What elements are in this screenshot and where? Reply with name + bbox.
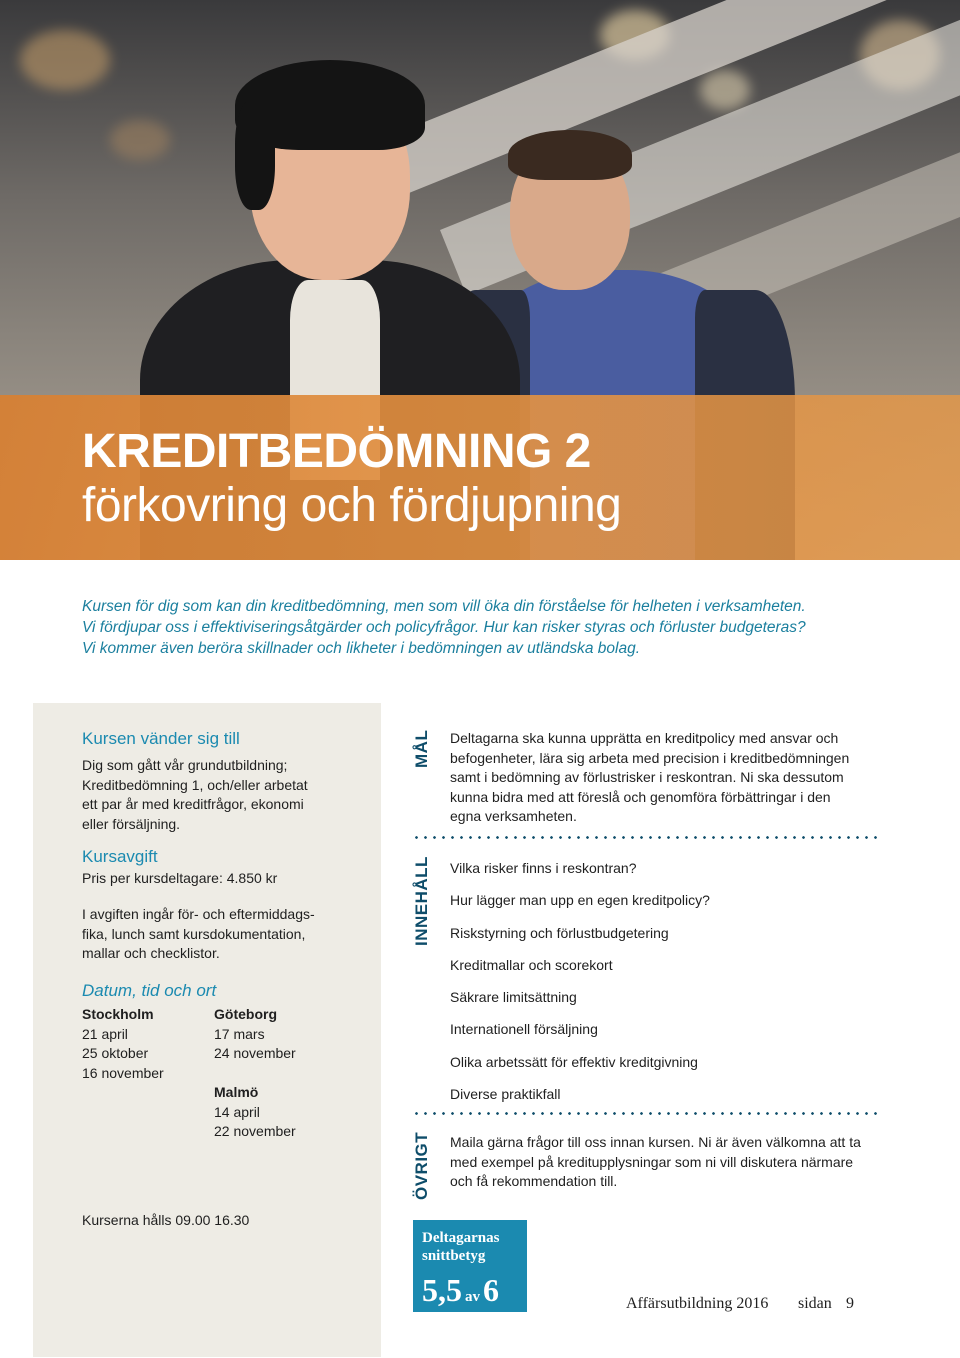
course-info-box	[33, 703, 381, 1357]
list-item: Riskstyrning och förlustbudgetering	[450, 924, 669, 941]
other-text	[450, 1133, 880, 1192]
dotted-divider	[412, 1112, 882, 1115]
publication-name: Affärsutbildning 2016	[626, 1295, 769, 1312]
date: 22 november	[214, 1123, 296, 1139]
page-label: sidan	[798, 1295, 832, 1312]
fee-includes	[82, 905, 315, 964]
list-item: Kreditmallar och scorekort	[450, 956, 613, 973]
fee-price: Pris per kursdeltagare: 4.850 kr	[82, 870, 278, 886]
rating-badge	[413, 1220, 527, 1312]
rating-score	[422, 1272, 499, 1309]
rating-label-line: snittbetyg	[422, 1248, 486, 1264]
page-subtitle: förkovring och fördjupning	[82, 479, 622, 532]
goal-line: befogenheter, lära sig arbeta med precision i kreditbedömningen	[450, 749, 850, 766]
rating-label-line: Deltagarnas	[422, 1230, 500, 1246]
fee-line: fika, lunch samt kursdokumentation,	[82, 925, 306, 942]
city-name: Göteborg	[214, 1006, 277, 1022]
goal-line: egna verksamheten.	[450, 808, 577, 824]
intro-line: Vi fördjupar oss i effektiviseringsåtgärder och policyfrågor. Hur kan risker styras och förluster budgeteras?	[82, 619, 806, 636]
city-name: Stockholm	[82, 1006, 154, 1022]
goteborg-dates	[214, 1005, 296, 1142]
date: 17 mars	[214, 1025, 265, 1042]
other-line: och få rekommendation till.	[450, 1173, 618, 1189]
list-item: Säkrare limitsättning	[450, 989, 577, 1006]
page-number: 9	[846, 1295, 854, 1312]
fee-line: mallar och checklistor.	[82, 945, 220, 961]
dotted-divider	[412, 836, 882, 839]
date: 24 november	[214, 1045, 296, 1061]
intro-line: Vi kommer även beröra skillnader och likheter i bedömningen av utländska bolag.	[82, 640, 641, 657]
course-hours: Kurserna hålls 09.00 16.30	[82, 1212, 250, 1228]
rating-max: 6	[483, 1272, 499, 1308]
intro-text	[82, 596, 902, 659]
list-item: Diverse praktikfall	[450, 1086, 561, 1103]
goal-line: samt i bedömning av förlustrisker i reskontran. Ni ska dessutom	[450, 769, 844, 785]
stockholm-dates	[82, 1005, 164, 1083]
goal-text	[450, 729, 880, 827]
audience-text	[82, 756, 308, 834]
list-item: Hur lägger man upp en egen kreditpolicy?	[450, 892, 710, 909]
fee-heading: Kursavgift	[82, 847, 158, 866]
page-title: KREDITBEDÖMNING 2	[82, 425, 591, 478]
intro-line: Kursen för dig som kan din kreditbedömning, men som vill öka din förståelse för helheten i verksamheten.	[82, 598, 806, 615]
audience-heading: Kursen vänder sig till	[82, 729, 240, 748]
goal-line: kunna bidra med att föreslå och genomföra förbättringar i den	[450, 788, 831, 805]
audience-line: eller försäljning.	[82, 815, 181, 832]
other-line: Maila gärna frågor till oss innan kursen. Ni är även välkomna att ta	[450, 1134, 861, 1150]
rating-value: 5,5	[422, 1272, 462, 1308]
list-item: Internationell försäljning	[450, 1021, 598, 1038]
date: 14 april	[214, 1103, 260, 1120]
audience-line: Kreditbedömning 1, och/eller arbetat	[82, 776, 308, 793]
audience-line: Dig som gått vår grundutbildning;	[82, 757, 288, 773]
list-item: Olika arbetssätt för effektiv kreditgivning	[450, 1053, 698, 1070]
city-name: Malmö	[214, 1084, 259, 1100]
fee-line: I avgiften ingår för- och eftermiddags-	[82, 906, 315, 922]
rating-of: av	[465, 1289, 480, 1305]
rating-label	[422, 1229, 522, 1265]
other-line: med exempel på kreditupplysningar som ni vill diskutera närmare	[450, 1153, 854, 1170]
audience-line: ett par år med kreditfrågor, ekonomi	[82, 796, 304, 812]
date: 25 oktober	[82, 1045, 149, 1061]
date: 16 november	[82, 1064, 164, 1081]
dates-heading: Datum, tid och ort	[82, 981, 217, 1000]
date: 21 april	[82, 1025, 128, 1042]
goal-line: Deltagarna ska kunna upprätta en kreditpolicy med ansvar och	[450, 730, 839, 746]
content-list	[450, 860, 880, 1118]
list-item: Vilka risker finns i reskontran?	[450, 860, 637, 876]
